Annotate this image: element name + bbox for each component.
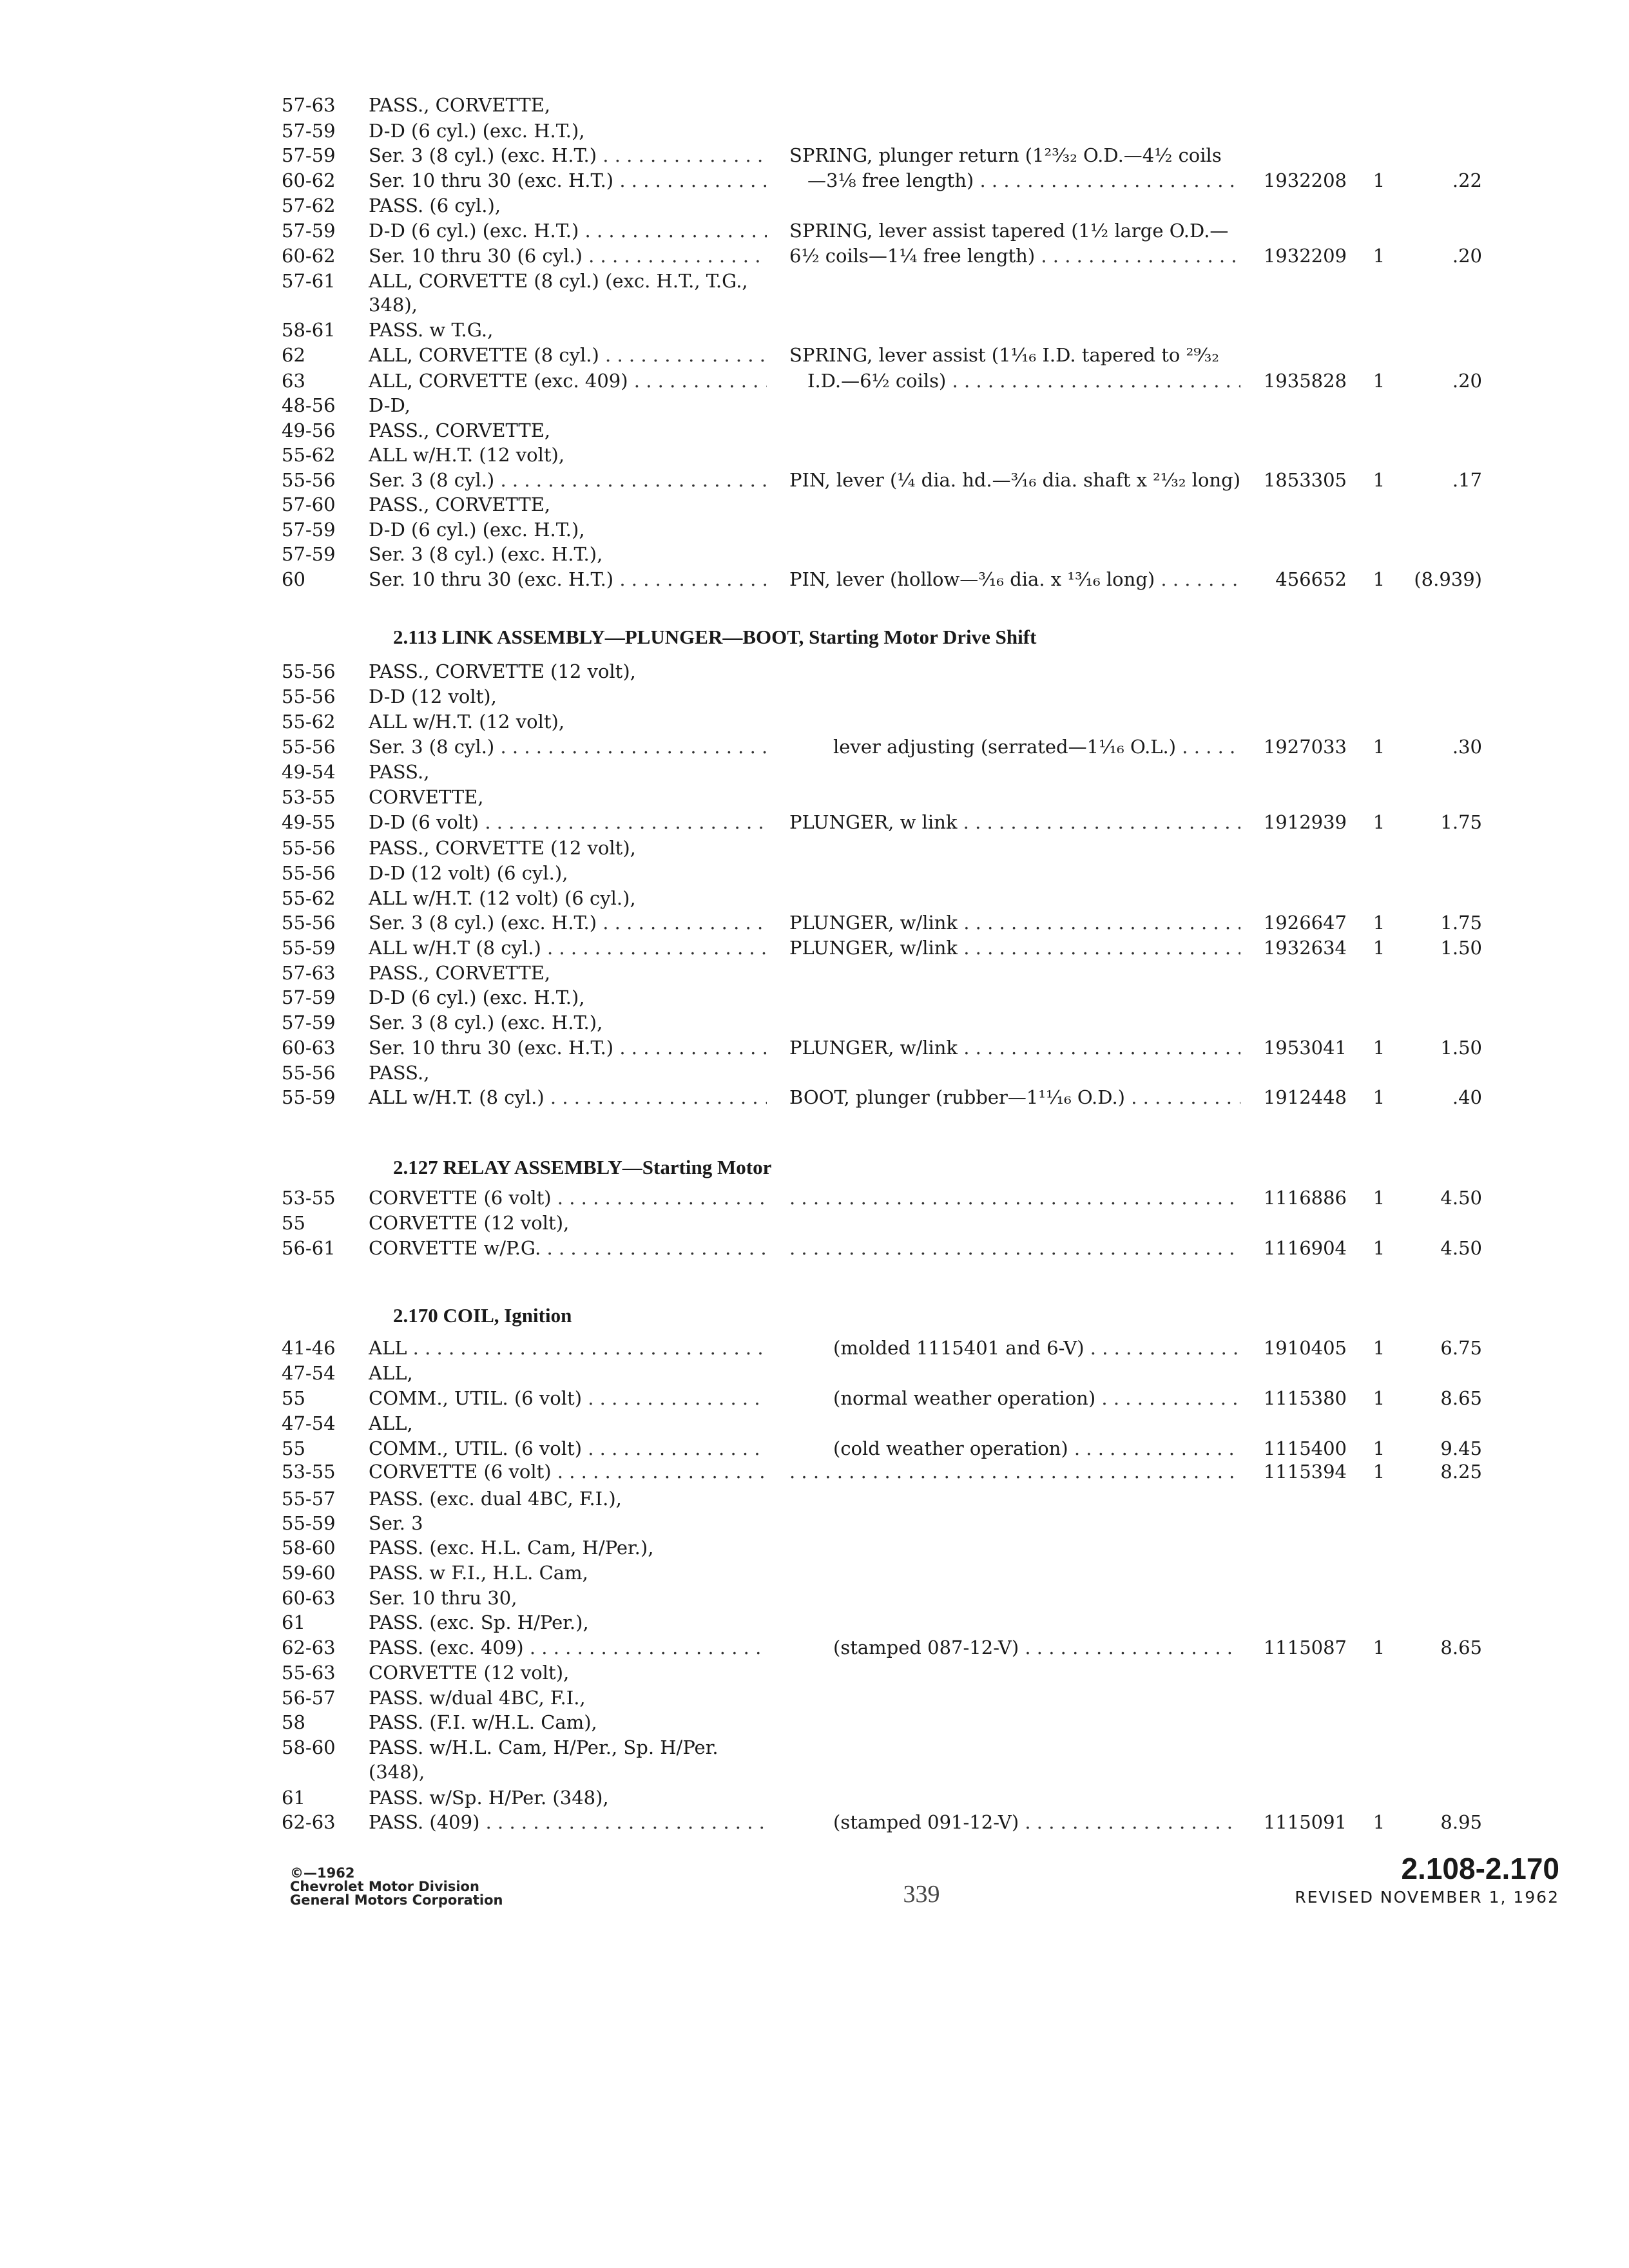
year-range: 57-59 (282, 543, 336, 565)
table-row (0, 1535, 1629, 1561)
application: Ser. 3 (369, 1512, 423, 1534)
price: 8.95 (1440, 1811, 1482, 1833)
application: CORVETTE (12 volt), (369, 1662, 570, 1684)
description (789, 1185, 1240, 1211)
year-range: 55-57 (282, 1488, 336, 1510)
table-row (0, 467, 1629, 493)
application: D-D (6 volt) . . . (369, 809, 767, 835)
table-row (0, 1060, 1629, 1086)
table-row (0, 809, 1629, 835)
quantity: 1 (1373, 1461, 1385, 1483)
year-range: 57-59 (282, 220, 336, 242)
application: PASS. w/Sp. H/Per. (348), (369, 1787, 609, 1809)
table-row (0, 541, 1629, 567)
description (789, 1459, 1240, 1485)
price: 1.75 (1440, 912, 1482, 934)
description: 6½ coils—1¼ free length) . . . (789, 243, 1240, 269)
application: Ser. 10 thru 30 (6 cyl.) . . . (369, 243, 767, 269)
table-row (0, 1185, 1629, 1211)
description: SPRING, plunger return (1²³⁄₃₂ O.D.—4½ coils (789, 144, 1222, 166)
year-range: 60-62 (282, 245, 336, 267)
table-row (0, 1410, 1629, 1436)
year-range: 55-62 (282, 887, 336, 909)
table-row (0, 193, 1629, 218)
description: lever adjusting (serrated—1¹⁄₁₆ O.L.) . . . (789, 734, 1240, 760)
application: PASS., CORVETTE, (369, 494, 551, 515)
quantity: 1 (1373, 1187, 1385, 1209)
table-row (0, 1685, 1629, 1711)
application: PASS., CORVETTE, (369, 419, 551, 441)
application: ALL . . . (369, 1335, 767, 1361)
table-row (0, 92, 1629, 118)
application: PASS. (409) . . . (369, 1809, 767, 1835)
price: 4.50 (1440, 1187, 1482, 1209)
year-range: 61 (282, 1611, 305, 1633)
application: PASS. (exc. dual 4BC, F.I.), (369, 1488, 622, 1510)
table-row (0, 935, 1629, 961)
table-row (0, 1735, 1629, 1760)
year-range: 55 (282, 1437, 305, 1459)
part-number: 1953041 (1263, 1037, 1347, 1059)
year-range: 55-56 (282, 686, 336, 707)
application: ALL w/H.T. (12 volt) (6 cyl.), (369, 887, 636, 909)
year-range: 58-60 (282, 1537, 336, 1559)
year-range: 57-63 (282, 94, 336, 116)
year-range: 55-62 (282, 444, 336, 466)
application: (348), (369, 1761, 425, 1783)
table-row (0, 1035, 1629, 1061)
quantity: 1 (1373, 912, 1385, 934)
application: Ser. 3 (8 cyl.) (exc. H.T.), (369, 543, 603, 565)
year-range: 55-62 (282, 711, 336, 733)
application: ALL, (369, 1412, 413, 1434)
description: PIN, lever (hollow—³⁄₁₆ dia. x ¹³⁄₁₆ long) . . . (789, 566, 1240, 592)
section-heading-coil-ignition: 2.170 COIL, Ignition (393, 1304, 572, 1327)
quantity: 1 (1373, 1037, 1385, 1059)
year-range: 47-54 (282, 1412, 336, 1434)
description: BOOT, plunger (rubber—1¹¹⁄₁₆ O.D.) . . . (789, 1084, 1240, 1110)
description: (normal weather operation) . . . (789, 1385, 1240, 1411)
table-row (0, 960, 1629, 986)
year-range: 41-46 (282, 1337, 336, 1359)
year-range: 60 (282, 568, 305, 590)
application: Ser. 10 thru 30 (exc. H.T.) . . . (369, 566, 767, 592)
table-row (0, 168, 1629, 193)
application: ALL w/H.T. (12 volt), (369, 711, 565, 733)
part-number: 1115380 (1263, 1387, 1347, 1409)
table-row (0, 709, 1629, 735)
table-row (0, 517, 1629, 543)
table-row (0, 658, 1629, 684)
price: 1.50 (1440, 1037, 1482, 1059)
year-range: 53-55 (282, 1461, 336, 1483)
application: PASS., (369, 1062, 430, 1084)
revised-date: REVISED NOVEMBER 1, 1962 (1295, 1888, 1559, 1907)
price: .40 (1452, 1086, 1482, 1108)
application: PASS., CORVETTE (12 volt), (369, 660, 636, 682)
year-range: 55-56 (282, 660, 336, 682)
table-row (0, 342, 1629, 368)
copyright-text: ©—1962 (290, 1865, 355, 1881)
year-range: 55-59 (282, 1086, 336, 1108)
application: ALL, CORVETTE (8 cyl.) . . . (369, 342, 767, 368)
part-number: 456652 (1275, 568, 1347, 590)
description: (stamped 091-12-V) . . . (789, 1809, 1240, 1835)
application: D-D, (369, 394, 411, 416)
year-range: 58-61 (282, 319, 336, 341)
year-range: 55-56 (282, 912, 336, 934)
application: ALL, CORVETTE (exc. 409) . . . (369, 368, 767, 394)
quantity: 1 (1373, 1337, 1385, 1359)
application: Ser. 3 (8 cyl.) (exc. H.T.) . . . (369, 910, 767, 936)
application: PASS. w F.I., H.L. Cam, (369, 1562, 588, 1584)
quantity: 1 (1373, 1637, 1385, 1658)
year-range: 55-56 (282, 837, 336, 859)
quantity: 1 (1373, 1237, 1385, 1259)
table-row (0, 1486, 1629, 1512)
application: Ser. 3 (8 cyl.) . . . (369, 734, 767, 760)
year-range: 62 (282, 344, 305, 366)
application: D-D (12 volt), (369, 686, 497, 707)
description: —3⅛ free length) . . . (789, 168, 1240, 193)
quantity: 1 (1373, 370, 1385, 392)
table-row (0, 910, 1629, 936)
quantity: 1 (1373, 169, 1385, 191)
description (789, 1235, 1240, 1261)
year-range: 55-56 (282, 469, 336, 491)
application: Ser. 10 thru 30, (369, 1587, 517, 1609)
table-row (0, 1335, 1629, 1361)
part-number: 1935828 (1263, 370, 1347, 392)
section-range: 2.108-2.170 (1401, 1852, 1559, 1885)
table-row (0, 1436, 1629, 1461)
year-range: 62-63 (282, 1811, 336, 1833)
table-row (0, 392, 1629, 418)
application: D-D (6 cyl.) (exc. H.T.) . . . (369, 218, 767, 244)
part-number: 1912939 (1263, 811, 1347, 833)
year-range: 59-60 (282, 1562, 336, 1584)
table-row (0, 1660, 1629, 1686)
application: ALL w/H.T. (8 cyl.) . . . (369, 1084, 767, 1110)
year-range: 55 (282, 1212, 305, 1234)
year-range: 55-56 (282, 862, 336, 884)
year-range: 53-55 (282, 1187, 336, 1209)
part-number: 1116904 (1263, 1237, 1347, 1259)
year-range: 47-54 (282, 1362, 336, 1384)
application: COMM., UTIL. (6 volt) . . . (369, 1436, 767, 1461)
section-heading-relay-assembly: 2.127 RELAY ASSEMBLY—Starting Motor (393, 1156, 772, 1178)
year-range: 49-56 (282, 419, 336, 441)
description: I.D.—6½ coils) . . . (789, 368, 1240, 394)
description: PIN, lever (¼ dia. hd.—³⁄₁₆ dia. shaft x ²¹⁄₃₂ long) . . . (789, 467, 1240, 493)
quantity: 1 (1373, 568, 1385, 590)
table-row (0, 860, 1629, 886)
description: PLUNGER, w/link . . . (789, 935, 1240, 961)
table-row (0, 985, 1629, 1010)
application: Ser. 3 (8 cyl.) (exc. H.T.) . . . (369, 142, 767, 168)
table-row (0, 142, 1629, 168)
price: .17 (1452, 469, 1482, 491)
price: 1.50 (1440, 937, 1482, 959)
application: PASS., CORVETTE, (369, 94, 551, 116)
application: 348), (369, 294, 418, 316)
price: .22 (1452, 169, 1482, 191)
table-row (0, 492, 1629, 517)
part-number: 1853305 (1263, 469, 1347, 491)
table-row (0, 1510, 1629, 1536)
table-row (0, 1010, 1629, 1035)
part-number: 1115091 (1263, 1811, 1347, 1833)
table-row (0, 566, 1629, 592)
year-range: 49-55 (282, 811, 336, 833)
application: ALL, CORVETTE (8 cyl.) (exc. H.T., T.G., (369, 270, 748, 292)
table-row (0, 243, 1629, 269)
application: CORVETTE (12 volt), (369, 1212, 570, 1234)
price: 6.75 (1440, 1337, 1482, 1359)
year-range: 57-59 (282, 144, 336, 166)
table-row (0, 1759, 1629, 1785)
application: PASS., (369, 761, 430, 783)
year-range: 58 (282, 1711, 305, 1733)
year-range: 53-55 (282, 786, 336, 808)
part-number: 1932208 (1263, 169, 1347, 191)
year-range: 57-61 (282, 270, 336, 292)
quantity: 1 (1373, 811, 1385, 833)
application: D-D (6 cyl.) (exc. H.T.), (369, 120, 585, 142)
quantity: 1 (1373, 1086, 1385, 1108)
description: PLUNGER, w/link . . . (789, 910, 1240, 936)
price: 1.75 (1440, 811, 1482, 833)
application: PASS. (F.I. w/H.L. Cam), (369, 1711, 597, 1733)
part-number: 1116886 (1263, 1187, 1347, 1209)
year-range: 60-63 (282, 1587, 336, 1609)
price: 9.45 (1440, 1437, 1482, 1459)
division-text: Chevrolet Motor Division (290, 1879, 479, 1894)
corporation-text: General Motors Corporation (290, 1892, 503, 1908)
footer-publisher (290, 1867, 612, 1907)
description: PLUNGER, w/link . . . (789, 1035, 1240, 1061)
application: PASS., CORVETTE, (369, 962, 551, 984)
year-range: 60-62 (282, 169, 336, 191)
application: PASS. w/dual 4BC, F.I., (369, 1687, 586, 1709)
table-row (0, 684, 1629, 709)
application: PASS. (exc. Sp. H/Per.), (369, 1611, 589, 1633)
part-number: 1115394 (1263, 1461, 1347, 1483)
table-row (0, 784, 1629, 810)
page-number: 339 (903, 1881, 940, 1908)
part-number: 1910405 (1263, 1337, 1347, 1359)
description: (cold weather operation) . . . (789, 1436, 1240, 1461)
table-row (0, 1809, 1629, 1835)
application: ALL w/H.T. (12 volt), (369, 444, 565, 466)
application: ALL w/H.T (8 cyl.) . . . (369, 935, 767, 961)
year-range: 56-57 (282, 1687, 336, 1709)
application: COMM., UTIL. (6 volt) . . . (369, 1385, 767, 1411)
application: D-D (12 volt) (6 cyl.), (369, 862, 568, 884)
application: D-D (6 cyl.) (exc. H.T.), (369, 986, 585, 1008)
quantity: 1 (1373, 245, 1385, 267)
application: D-D (6 cyl.) (exc. H.T.), (369, 519, 585, 541)
quantity: 1 (1373, 1387, 1385, 1409)
year-range: 58-60 (282, 1736, 336, 1758)
application: CORVETTE w/P.G. . . . (369, 1235, 767, 1261)
table-row (0, 418, 1629, 443)
table-row (0, 1560, 1629, 1586)
year-range: 56-61 (282, 1237, 336, 1259)
quantity: 1 (1373, 1811, 1385, 1833)
application: ALL, (369, 1362, 413, 1384)
table-row (0, 1084, 1629, 1110)
price: .20 (1452, 370, 1482, 392)
application: PASS. w/H.L. Cam, H/Per., Sp. H/Per. (369, 1736, 718, 1758)
price: .20 (1452, 245, 1482, 267)
table-row (0, 292, 1629, 318)
price: .30 (1452, 736, 1482, 758)
table-row (0, 1785, 1629, 1811)
application: PASS. (6 cyl.), (369, 195, 501, 216)
application: CORVETTE (6 volt) . . . (369, 1459, 767, 1485)
year-range: 57-60 (282, 494, 336, 515)
quantity: 1 (1373, 937, 1385, 959)
application: Ser. 10 thru 30 (exc. H.T.) . . . (369, 1035, 767, 1061)
year-range: 55-56 (282, 736, 336, 758)
part-number: 1932634 (1263, 937, 1347, 959)
table-row (0, 317, 1629, 343)
application: CORVETTE (6 volt) . . . (369, 1185, 767, 1211)
year-range: 57-59 (282, 120, 336, 142)
year-range: 61 (282, 1787, 305, 1809)
part-number: 1912448 (1263, 1086, 1347, 1108)
year-range: 48-56 (282, 394, 336, 416)
price: 8.65 (1440, 1387, 1482, 1409)
description: SPRING, lever assist tapered (1½ large O.D.— (789, 220, 1229, 242)
application: Ser. 3 (8 cyl.) . . . (369, 467, 767, 493)
table-row (0, 759, 1629, 785)
table-row (0, 835, 1629, 861)
application: PASS. (exc. H.L. Cam, H/Per.), (369, 1537, 654, 1559)
year-range: 57-59 (282, 986, 336, 1008)
year-range: 55-56 (282, 1062, 336, 1084)
table-row (0, 1459, 1629, 1485)
price: 8.65 (1440, 1637, 1482, 1658)
price: (8.939) (1414, 568, 1482, 590)
section-heading-link-assembly: 2.113 LINK ASSEMBLY—PLUNGER—BOOT, Starting Motor Drive Shift (393, 626, 1037, 648)
table-row (0, 1709, 1629, 1735)
year-range: 57-59 (282, 1012, 336, 1033)
description: (molded 1115401 and 6-V) . . . (789, 1335, 1240, 1361)
part-number: 1927033 (1263, 736, 1347, 758)
part-number: 1926647 (1263, 912, 1347, 934)
year-range: 63 (282, 370, 305, 392)
year-range: 49-54 (282, 761, 336, 783)
application: Ser. 10 thru 30 (exc. H.T.) . . . (369, 168, 767, 193)
quantity: 1 (1373, 1437, 1385, 1459)
year-range: 55-59 (282, 937, 336, 959)
part-number: 1932209 (1263, 245, 1347, 267)
table-row (0, 1610, 1629, 1635)
application: Ser. 3 (8 cyl.) (exc. H.T.), (369, 1012, 603, 1033)
description: SPRING, lever assist (1¹⁄₁₆ I.D. tapered to ²⁹⁄₃₂ (789, 344, 1219, 366)
table-row (0, 1585, 1629, 1611)
application: PASS., CORVETTE (12 volt), (369, 837, 636, 859)
quantity: 1 (1373, 736, 1385, 758)
table-row (0, 734, 1629, 760)
application: PASS. w T.G., (369, 319, 494, 341)
table-row (0, 1210, 1629, 1236)
application: PASS. (exc. 409) . . . (369, 1635, 767, 1660)
description: (stamped 087-12-V) . . . (789, 1635, 1240, 1660)
part-number: 1115400 (1263, 1437, 1347, 1459)
table-row (0, 218, 1629, 244)
year-range: 60-63 (282, 1037, 336, 1059)
price: 8.25 (1440, 1461, 1482, 1483)
table-row (0, 1385, 1629, 1411)
year-range: 55-63 (282, 1662, 336, 1684)
quantity: 1 (1373, 469, 1385, 491)
price: 4.50 (1440, 1237, 1482, 1259)
table-row (0, 1635, 1629, 1660)
table-row (0, 442, 1629, 468)
table-row (0, 268, 1629, 294)
part-number: 1115087 (1263, 1637, 1347, 1658)
table-row (0, 118, 1629, 144)
year-range: 57-63 (282, 962, 336, 984)
table-row (0, 1235, 1629, 1261)
year-range: 55 (282, 1387, 305, 1409)
table-row (0, 368, 1629, 394)
description: PLUNGER, w link . . . (789, 809, 1240, 835)
table-row (0, 1360, 1629, 1386)
application: CORVETTE, (369, 786, 484, 808)
year-range: 62-63 (282, 1637, 336, 1658)
table-row (0, 885, 1629, 911)
year-range: 55-59 (282, 1512, 336, 1534)
year-range: 57-62 (282, 195, 336, 216)
year-range: 57-59 (282, 519, 336, 541)
